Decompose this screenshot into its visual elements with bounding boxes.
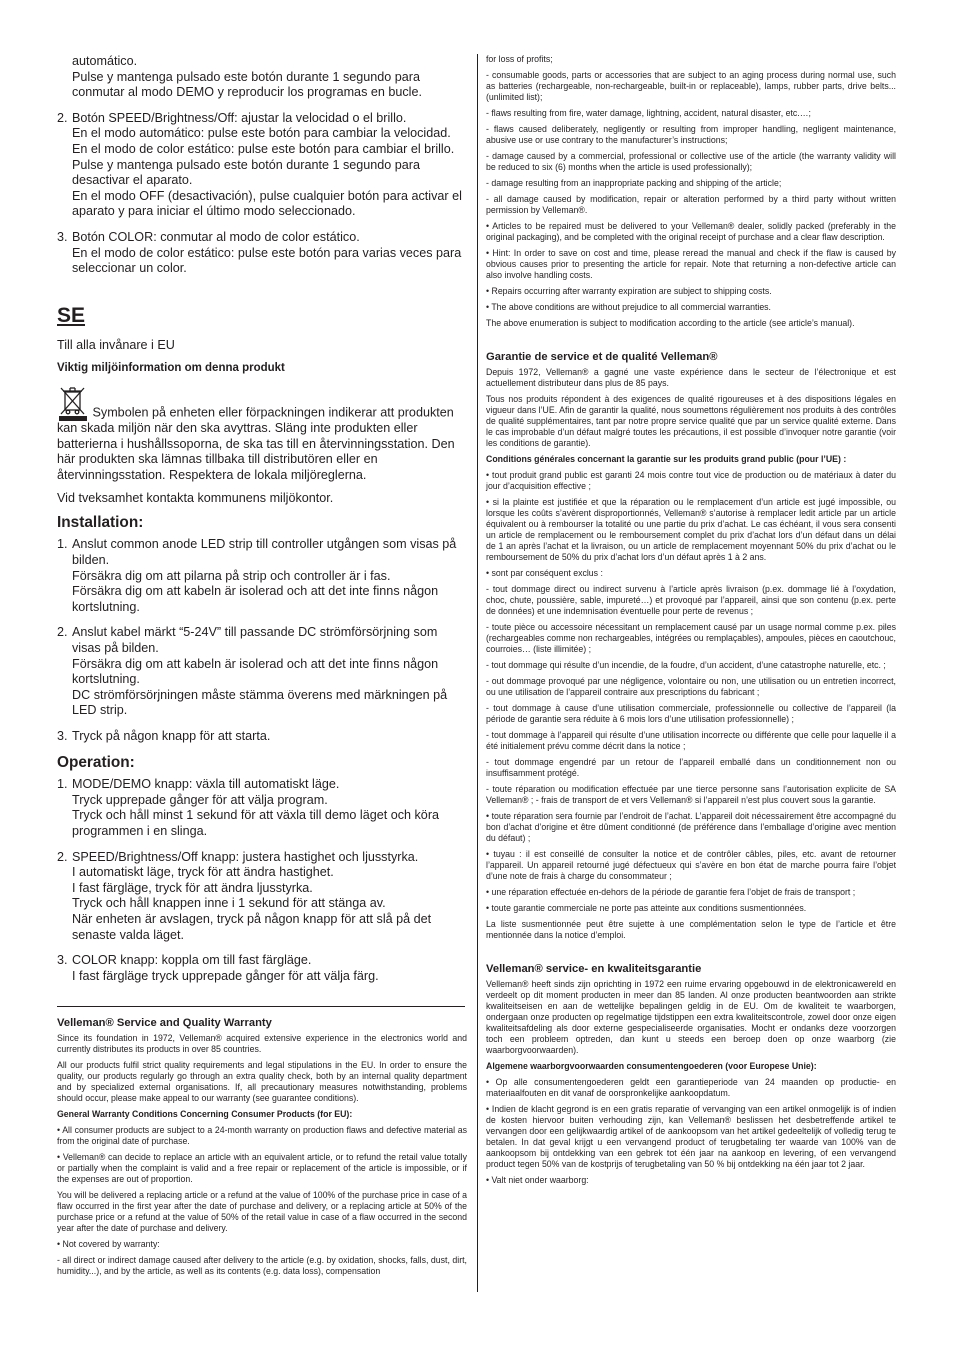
paragraph: - toute pièce ou accessoire nécessitant un remplacement causé par un usage normal comme p.ex. piles (rechargeables comme non rechargeables, intégrées ou remplaçables), ampoules, pièces en caoutchouc, courroies… (liste illimitée) ; bbox=[486, 622, 896, 654]
es-intro-line: Pulse y mantenga pulsado este botón durante 1 segundo para conmutar al modo DEMO y reproducir los programas en bucle. bbox=[72, 69, 422, 100]
installation-steps bbox=[57, 537, 467, 744]
operation-steps bbox=[57, 777, 467, 984]
paragraph: - all direct or indirect damage caused after delivery to the article (e.g. by oxidation, shocks, falls, dust, dirt, humidity...), and by the article, as well as its contents (e.g. data loss), compensation bbox=[57, 1255, 467, 1277]
column-divider bbox=[477, 54, 478, 1292]
se-recipients: Till alla invånare i EU bbox=[57, 337, 175, 352]
step-number: 3. bbox=[57, 229, 68, 244]
fr-warranty-heading: Garantie de service et de qualité Velleman® bbox=[486, 351, 718, 363]
en-warranty-heading: Velleman® Service and Quality Warranty bbox=[57, 1017, 272, 1030]
paragraph: La liste susmentionnée peut être sujette à une complémentation selon le type de l’article et être mentionnée dans la notice d’emploi. bbox=[486, 919, 896, 940]
paragraph: • Articles to be repaired must be delivered to your Velleman® dealer, solidly packed (preferably in the original packaging), and be completed with the original receipt of purchase and a clear flaw description. bbox=[486, 221, 896, 242]
paragraph: • sont par conséquent exclus : bbox=[486, 568, 603, 578]
step-number: 3. bbox=[57, 953, 68, 968]
paragraph: - tout dommage direct ou indirect survenu à l’article après livraison (p.ex. dommage lié à l’oxydation, choc, chute, poussière, sable, impureté…) et provoqué par l’appareil, ainsi que son contenu (p.ex. perte de données) et une indemnisation éventuelle pour perte de revenus ; bbox=[486, 584, 896, 616]
es-step bbox=[57, 230, 467, 277]
step-number: 2. bbox=[57, 849, 68, 864]
paragraph: Tous nos produits répondent à des exigences de qualité rigoureuses et à des dispositions légales en vigueur dans l’UE. Afin de garantir la qualité, nous soumettons régulièrement nos produits à des contrôles de qualité supplémentaires, tant par notre propre service qualité que par un service qualité externe. Dans le cas improbable d’un défaut malgré toutes les précautions, il est possible d’invoquer notre garantie (voir les conditions de garantie). bbox=[486, 394, 896, 448]
step-line: I fast färgläge tryck upprepade gånger för att välja färg. bbox=[72, 968, 379, 983]
section-rule bbox=[57, 1006, 465, 1007]
weee-bin-icon bbox=[57, 385, 89, 421]
paragraph: • si la plainte est justifiée et que la réparation ou le remplacement d’un article est jugé impossible, ou lorsque les coûts s’avèrent disproportionnés, Velleman® s’autorise à remplacer ledit article par un article équivalent ou à rembourser la totalité ou une partie du prix d’achat. Le cas échéant, il vous sera consenti un article de remplacement ou le remboursement complet du prix d’achat lors d’un défaut dans un délai de 1 an après l’achat et la livraison, ou un article de remplacement moyennant 50% du prix d’achat ou le remboursement de 50% du prix d’achat lors d’un défaut après 1 à 2 ans. bbox=[486, 497, 896, 562]
step-line: En el modo de color estático: pulse este botón para cambiar el brillo. bbox=[72, 141, 455, 156]
step-line: I fast färgläge, tryck för att ändra ljusstyrka. bbox=[72, 880, 313, 895]
se-section bbox=[57, 338, 467, 985]
operation-step bbox=[57, 777, 467, 839]
paragraph: • tuyau : il est conseillé de consulter la notice et de contrôler câbles, piles, etc. avant de retourner l’appareil. Un appareil retourné jugé défectueux qui s’avère en bon état de marche pourra faire l’objet d’une note de frais à charge du consommateur ; bbox=[486, 849, 896, 881]
se-env-paragraph bbox=[57, 385, 467, 483]
step-line: Försäkra dig om att kabeln är isolerad och att det inte finns någon kortslutning. bbox=[72, 656, 439, 687]
paragraph: • Hint: In order to save on cost and time, please reread the manual and check if the flaw is caused by obvious causes prior to presenting the article for repair. Note that returning a non-defective article can also involve handling costs. bbox=[486, 248, 896, 280]
se-env-text: Symbolen på enheten eller förpackningen indikerar att produkten kan skada miljön när den ska avyttras. Släng inte produkten eller batterierna i hushållssoporna, de ska tas till en återvinningsstation. Den här produkten ska lämnas tillbaka till distributören eller en återvinningsstation. Respektera de lokala miljöreglerna. bbox=[57, 405, 455, 482]
paragraph: • All consumer products are subject to a 24-month warranty on production flaws and defective material as from the original date of purchase. bbox=[57, 1125, 467, 1147]
paragraph: - toute réparation ou modification effectuée par une tierce personne sans l’autorisation explicite de SA Velleman® ; - frais de transport de et vers Velleman® si l’appareil n’est plus couvert sous la garantie. bbox=[486, 784, 896, 805]
step-line: När enheten är avslagen, tryck på någon knapp för att slå på det senaste valda läget. bbox=[72, 911, 432, 942]
step-line: MODE/DEMO knapp: växla till automatiskt läge. bbox=[72, 777, 340, 792]
step-line: Tryck upprepade gånger för att välja program. bbox=[72, 792, 328, 807]
operation-step bbox=[57, 850, 467, 944]
operation-step bbox=[57, 953, 467, 984]
paragraph: • tout produit grand public est garanti 24 mois contre tout vice de production ou de matériaux à dater du jour d’acquisition effective ; bbox=[486, 470, 896, 491]
nl-warranty-body bbox=[486, 979, 896, 1186]
step-number: 1. bbox=[57, 537, 68, 552]
paragraph: Since its foundation in 1972, Velleman® acquired extensive experience in the electronics world and currently distributes its products in over 85 countries. bbox=[57, 1033, 467, 1055]
paragraph: • Not covered by warranty: bbox=[57, 1239, 160, 1250]
paragraph: The above enumeration is subject to modification according to the article (see article’s manual). bbox=[486, 318, 855, 328]
step-line: Försäkra dig om att pilarna på strip och controller är i fas. bbox=[72, 568, 391, 583]
paragraph: • The above conditions are without prejudice to all commercial warranties. bbox=[486, 302, 771, 312]
step-line: Tryck på någon knapp för att starta. bbox=[72, 729, 271, 743]
es-section bbox=[57, 54, 467, 277]
step-line: Tryck och håll knappen inne i 1 sekund för att stänga av. bbox=[72, 896, 386, 911]
paragraph: Conditions générales concernant la garantie sur les produits grand public (pour l’UE) : bbox=[486, 454, 847, 464]
paragraph: Velleman® heeft sinds zijn oprichting in 1972 een ruime ervaring opgebouwd in de elektronicawereld en verdeelt op dit moment producten in meer dan 85 landen. Al onze producten beantwoorden aan strikte kwaliteitseisen en aan de wettelijke bepalingen geldig in de EU. Om de kwaliteit te waarborgen, ondergaan onze producten op regelmatige tijdstippen een extra kwaliteitscontrole, zowel door onze eigen kwaliteitsafdeling als door externe gespecialiseerde organisaties. Mocht er ondanks deze voorzorgen toch een probleem optreden, dan kunt u steeds een beroep doen op onze waarborg (zie waarborgvoorwaarden). bbox=[486, 979, 896, 1055]
en-warranty-continued bbox=[486, 54, 896, 329]
se-heading: SE bbox=[57, 303, 86, 327]
installation-step bbox=[57, 537, 467, 615]
step-line: I automatiskt läge, tryck för att ändra hastighet. bbox=[72, 865, 334, 880]
paragraph: - tout dommage à cause d’une utilisation commerciale, professionnelle ou collective de l’appareil (la période de garantie sera réduite à 6 mois lors d’une utilisation professionnelle) ; bbox=[486, 703, 896, 724]
paragraph: - all damage caused by modification, repair or alteration performed by a third party without written permission by Velleman®. bbox=[486, 194, 896, 215]
paragraph: - damage caused by a commercial, professional or collective use of the article (the warranty validity will be reduced to six (6) months when the article is used professionally); bbox=[486, 151, 896, 172]
paragraph: for loss of profits; bbox=[486, 54, 553, 64]
installation-step bbox=[57, 625, 467, 719]
step-line: Försäkra dig om att kabeln är isolerad och att det inte finns någon kortslutning. bbox=[72, 584, 439, 614]
paragraph: Algemene waarborgvoorwaarden consumentengoederen (voor Europese Unie): bbox=[486, 1061, 817, 1071]
installation-heading: Installation: bbox=[57, 513, 144, 531]
paragraph: • toute réparation sera fournie par l’endroit de l’achat. L’appareil doit nécessairement être accompagné du bon d’achat d’origine et être dûment conditionné (de préférence dans l’emballage d’origine avec mention du défaut) ; bbox=[486, 811, 896, 843]
right-column bbox=[486, 54, 896, 1191]
paragraph: Depuis 1972, Velleman® a gagné une vaste expérience dans le secteur de l’électronique et est actuellement distributeur dans plus de 85 pays. bbox=[486, 367, 896, 388]
es-steps bbox=[57, 111, 467, 277]
paragraph: - consumable goods, parts or accessories that are subject to an aging process during normal use, such as batteries (rechargeable, non-rechargeable, built-in or replaceable), lamps, rubber parts, drive belts... (unlimited list); bbox=[486, 70, 896, 102]
paragraph: • Velleman® can decide to replace an article with an equivalent article, or to refund the retail value totally or partially when the complaint is valid and a free repair or replacement of the article is impossible, or if the expenses are out of proportion. bbox=[57, 1152, 467, 1185]
step-line: Tryck och håll minst 1 sekund för att växla till demo läget och köra programmen i en slinga. bbox=[72, 808, 440, 838]
step-line: COLOR knapp: koppla om till fast färgläge. bbox=[72, 953, 312, 968]
paragraph: - damage resulting from an inappropriate packing and shipping of the article; bbox=[486, 178, 782, 188]
paragraph: - tout dommage qui résulte d’un incendie, de la foudre, d’un accident, d’une catastrophe naturelle, etc. ; bbox=[486, 660, 886, 670]
es-intro bbox=[57, 54, 467, 101]
step-number: 1. bbox=[57, 777, 68, 792]
operation-heading: Operation: bbox=[57, 753, 135, 771]
se-env-title: Viktig miljöinformation om denna produkt bbox=[57, 362, 285, 375]
es-step bbox=[57, 111, 467, 220]
paragraph: - out dommage provoqué par une négligence, volontaire ou non, une utilisation ou un entretien incorrect, ou une utilisation de l’appareil contraire aux prescriptions du fabricant ; bbox=[486, 676, 896, 697]
paragraph: • Valt niet onder waarborg: bbox=[486, 1175, 589, 1185]
paragraph: You will be delivered a replacing article or a refund at the value of 100% of the purchase price in case of a flaw occurred in the first year after the date of purchase and delivery, or a replacing article at 50% of the purchase price or a refund at the value of 50% of the retail value in case of a flaw occurred in the second year after the date of purchase and delivery. bbox=[57, 1190, 467, 1234]
step-line: En el modo automático: pulse este botón para cambiar la velocidad. bbox=[72, 126, 451, 141]
paragraph: - tout dommage à l’appareil qui résulte d’une utilisation incorrecte ou différente que celle pour laquelle il a été initialement prévu comme décrit dans la notice ; bbox=[486, 730, 896, 751]
paragraph: - flaws resulting from fire, water damage, lightning, accident, natural disaster, etc.…; bbox=[486, 108, 811, 118]
step-line: Botón COLOR: conmutar al modo de color estático. bbox=[72, 229, 360, 244]
es-intro-line: automático. bbox=[72, 54, 138, 68]
step-line: SPEED/Brightness/Off knapp: justera hastighet och ljusstyrka. bbox=[72, 849, 419, 864]
step-line: Anslut kabel märkt “5-24V” till passande DC strömförsörjning som visas på bilden. bbox=[72, 625, 438, 656]
step-number: 2. bbox=[57, 110, 68, 125]
step-number: 2. bbox=[57, 625, 68, 640]
step-line: Pulse y mantenga pulsado este botón durante 1 segundo para desactivar el aparato. bbox=[72, 157, 420, 188]
installation-step bbox=[57, 729, 467, 745]
en-warranty-body bbox=[57, 1033, 467, 1277]
step-line: En el modo de color estático: pulse este botón para varias veces para seleccionar un color. bbox=[72, 245, 462, 276]
step-line: DC strömförsörjningen måste stämma överens med märkningen på LED strip. bbox=[72, 687, 448, 718]
step-line: En el modo OFF (desactivación), pulse cualquier botón para activar el aparato y para iniciar el último modo seleccionado. bbox=[72, 188, 462, 219]
paragraph: • une réparation effectuée en-dehors de la période de garantie fera l’objet de frais de transport ; bbox=[486, 887, 856, 897]
paragraph: • toute garantie commerciale ne porte pas atteinte aux conditions susmentionnées. bbox=[486, 903, 807, 913]
paragraph: • Op alle consumentengoederen geldt een garantieperiode van 24 maanden op productie- en materiaalfouten en dit vanaf de oorspronkelijke aankoopdatum. bbox=[486, 1077, 896, 1098]
fr-warranty-body bbox=[486, 367, 896, 941]
step-line: Botón SPEED/Brightness/Off: ajustar la velocidad o el brillo. bbox=[72, 110, 407, 125]
nl-warranty-heading: Velleman® service- en kwaliteitsgarantie bbox=[486, 963, 702, 975]
paragraph: - flaws caused deliberately, negligently or resulting from improper handling, negligent maintenance, abusive use or use contrary to the manufacturer’s instructions; bbox=[486, 124, 896, 145]
paragraph: All our products fulfil strict quality requirements and legal stipulations in the EU. In order to ensure the quality, our products regularly go through an extra quality check, both by an internal quality department and by specialized external organisations. If, all precautionary measures notwithstanding, problems should occur, please make appeal to our warranty (see guarantee conditions). bbox=[57, 1060, 467, 1104]
paragraph: • Indien de klacht gegrond is en een gratis reparatie of vervanging van een artikel onmogelijk is of indien de kosten hiervoor buiten verhouding zijn, kan Velleman® beslissen het desbetreffende artikel te vervangen door een gelijkwaardig artikel of de aankoopsom van het artikel gedeeltelijk of volledig terug te betalen. In dat geval krijgt u een vervangend product of terugbetaling ter waarde van 100% van de aankoopsom bij ontdekking van een gebrek tot één jaar na aankoop en levering, of een vervangend product tegen 50% van de kostprijs of terugbetaling van 50 % bij ontdekking na één jaar tot 2 jaar. bbox=[486, 1104, 896, 1169]
step-line: Anslut common anode LED strip till controller utgången som visas på bilden. bbox=[72, 537, 457, 568]
paragraph: • Repairs occurring after warranty expiration are subject to shipping costs. bbox=[486, 286, 772, 296]
left-column bbox=[57, 54, 467, 1282]
se-contact: Vid tveksamhet kontakta kommunens miljökontor. bbox=[57, 491, 334, 506]
paragraph: General Warranty Conditions Concerning Consumer Products (for EU): bbox=[57, 1109, 353, 1120]
step-number: 3. bbox=[57, 729, 68, 743]
paragraph: - tout dommage engendré par un retour de l’appareil emballé dans un conditionnement non ou insuffisamment protégé. bbox=[486, 757, 896, 778]
